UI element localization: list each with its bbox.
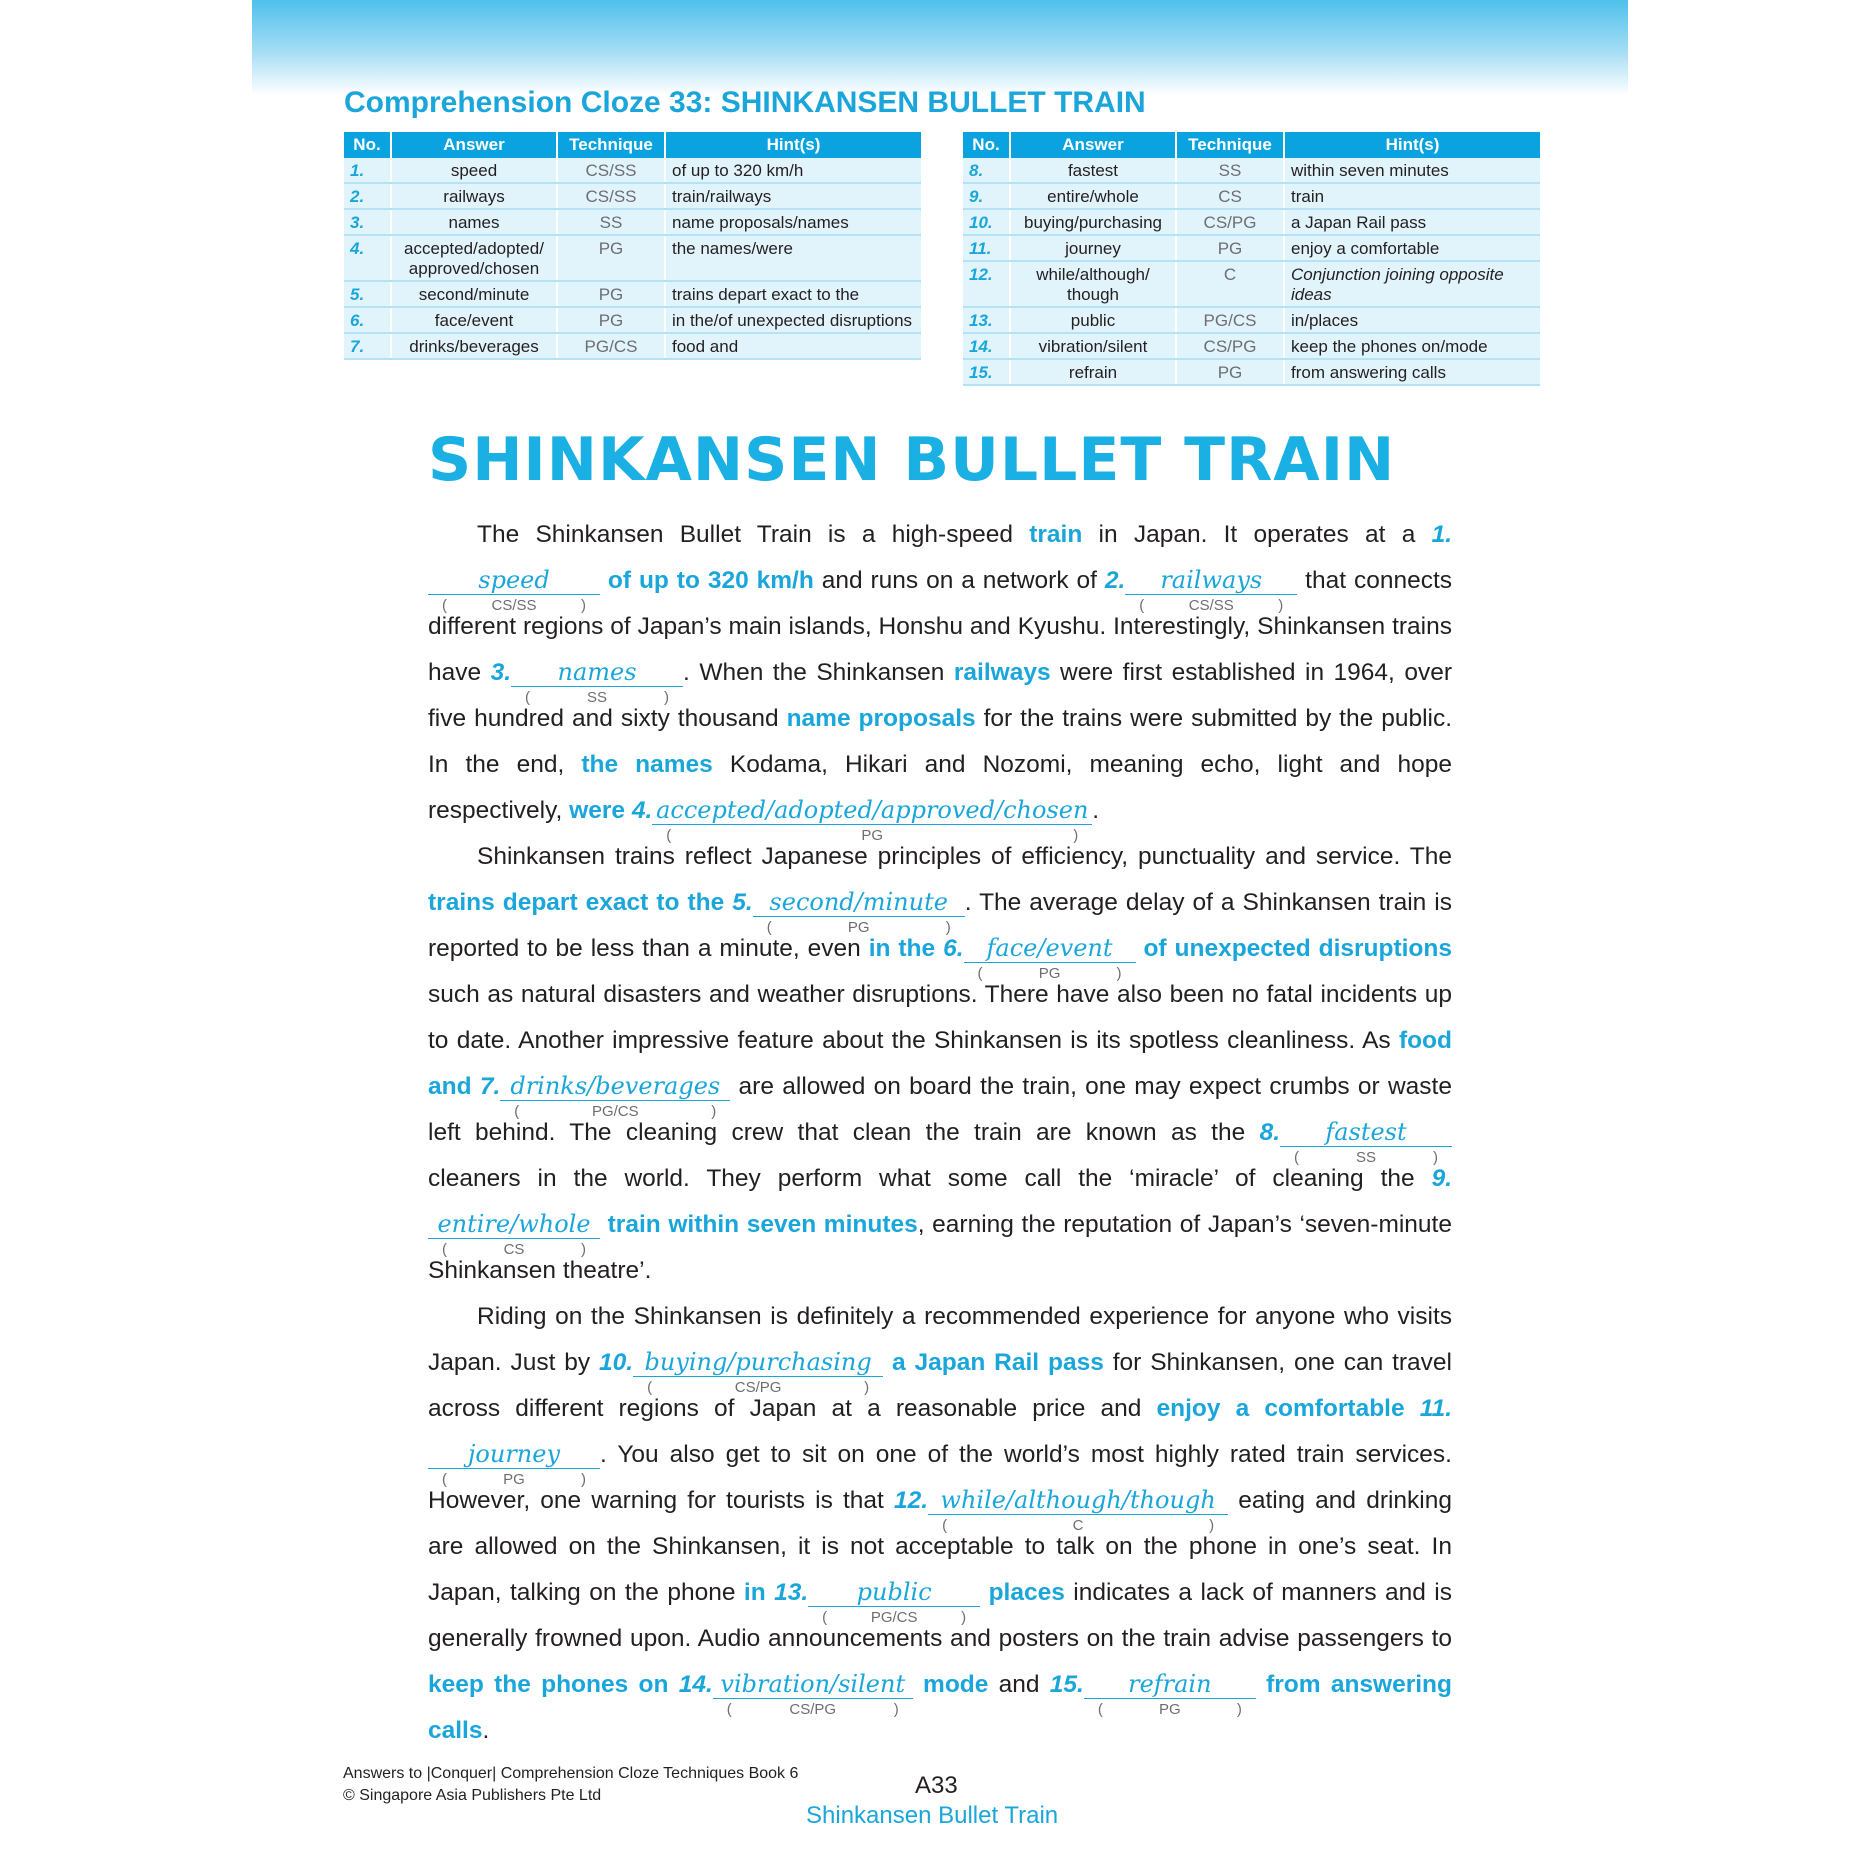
technique-cell: C [1176, 261, 1284, 307]
table-row [963, 261, 1540, 307]
answer-no: 7. [344, 333, 391, 359]
answer-blank-11 [428, 1440, 600, 1488]
table-row [344, 333, 921, 359]
hint-text: the names [581, 751, 713, 778]
answer-table-right [963, 132, 1540, 386]
blank-technique: ( CS/SS ) [1125, 598, 1297, 614]
hint-text: mode [923, 1671, 989, 1698]
table-row [344, 209, 921, 235]
passage-text: cleaners in the world. They perform what some call the ‘miracle’ of cleaning the [428, 1165, 1432, 1192]
answer-cell: second/minute [391, 281, 557, 307]
blank-technique: ( PG ) [428, 1472, 600, 1488]
answer-blank-1 [428, 566, 600, 614]
technique-cell: CS/PG [1176, 209, 1284, 235]
answer-no: 8. [963, 158, 1010, 183]
answer-blank-4 [652, 796, 1092, 844]
hint-cell: in the/of unexpected disruptions [665, 307, 921, 333]
technique-cell: CS/PG [1176, 333, 1284, 359]
blank-answer: accepted/adopted/approved/chosen [656, 796, 1089, 824]
hint-cell: train [1284, 183, 1540, 209]
blank-technique: ( PG/CS ) [500, 1104, 730, 1120]
answer-no: 1. [344, 158, 391, 183]
blank-number: 12. [894, 1487, 929, 1514]
blank-number: 10. [599, 1349, 634, 1376]
footer-page-title: Shinkansen Bullet Train [806, 1802, 1059, 1829]
hint-cell: keep the phones on/mode [1284, 333, 1540, 359]
technique-cell: PG/CS [1176, 307, 1284, 333]
answer-blank-7 [500, 1072, 730, 1120]
header-hints: Hint(s) [665, 132, 921, 158]
blank-technique: ( CS/PG ) [713, 1702, 913, 1718]
blank-number: 5. [732, 889, 753, 916]
answer-no: 15. [963, 359, 1010, 385]
top-gradient-band [252, 0, 1628, 95]
header-answer: Answer [391, 132, 557, 158]
hint-text: in [743, 1579, 766, 1606]
technique-cell: PG [1176, 359, 1284, 385]
answer-cell: journey [1010, 235, 1176, 261]
hint-text: keep the phones on [428, 1671, 669, 1698]
blank-answer: fastest [1325, 1118, 1407, 1146]
passage-text: . When the Shinkansen [683, 659, 954, 686]
answer-blank-3 [511, 658, 683, 706]
table-row [344, 235, 921, 281]
blank-technique: ( PG ) [652, 828, 1092, 844]
blank-answer: vibration/silent [720, 1670, 906, 1698]
hint-cell: trains depart exact to the [665, 281, 921, 307]
answer-cell: public [1010, 307, 1176, 333]
answer-cell: railways [391, 183, 557, 209]
answer-cell: entire/whole [1010, 183, 1176, 209]
technique-cell: PG [557, 307, 665, 333]
blank-answer: refrain [1128, 1670, 1212, 1698]
paragraph-1 [428, 512, 1453, 844]
hint-cell: from answering calls [1284, 359, 1540, 385]
table-row [344, 158, 921, 183]
blank-technique: ( SS ) [1280, 1150, 1452, 1166]
answer-blank-6 [964, 934, 1136, 982]
answer-cell: names [391, 209, 557, 235]
blank-answer: while/although/though [940, 1486, 1216, 1514]
answer-cell: speed [391, 158, 557, 183]
hint-text: name proposals [786, 705, 976, 732]
answer-cell: while/although/ though [1010, 261, 1176, 307]
hint-text: railways [953, 659, 1051, 686]
footer-copyright: © Singapore Asia Publishers Pte Ltd [343, 1787, 602, 1804]
blank-number: 8. [1259, 1119, 1280, 1146]
passage-text: for the trains were submitted by the public. In the end, [428, 705, 1453, 778]
passage-text: . [1092, 797, 1100, 824]
blank-technique: ( PG ) [964, 966, 1136, 982]
answer-no: 6. [344, 307, 391, 333]
hint-text: in the [868, 935, 936, 962]
header-answer: Answer [1010, 132, 1176, 158]
hint-text: from answering calls [428, 1671, 1452, 1744]
hint-cell: Conjunction joining opposite ideas [1284, 261, 1540, 307]
answer-no: 13. [963, 307, 1010, 333]
hint-text: trains depart exact to the [428, 889, 725, 916]
blank-answer: names [557, 658, 637, 686]
header-hints: Hint(s) [1284, 132, 1540, 158]
blank-answer: face/event [986, 934, 1113, 962]
answer-blank-8 [1280, 1118, 1452, 1166]
answer-blank-10 [633, 1348, 883, 1396]
hint-text: food and [428, 1027, 1452, 1100]
footer-book-title: Answers to |Conquer| Comprehension Cloze Techniques Book 6 [343, 1765, 799, 1782]
blank-answer: railways [1160, 566, 1263, 594]
hint-text: places [988, 1579, 1065, 1606]
blank-number: 15. [1049, 1671, 1084, 1698]
header-technique: Technique [557, 132, 665, 158]
page-title: Comprehension Cloze 33: SHINKANSEN BULLET TRAIN [344, 86, 1146, 119]
table-row [344, 307, 921, 333]
answer-blank-12 [928, 1486, 1228, 1534]
blank-technique: ( C ) [928, 1518, 1228, 1534]
passage-text: eating and drinking are allowed on the Shinkansen, it is not acceptable to talk on the phone in one’s seat. In Japan, talking on the phone [428, 1487, 1452, 1606]
hint-cell: within seven minutes [1284, 158, 1540, 183]
passage-text: are allowed on board the train, one may expect crumbs or waste left behind. The cleaning crew that clean the train are known as the [428, 1073, 1452, 1146]
answer-no: 5. [344, 281, 391, 307]
passage-text: and runs on a network of [813, 567, 1105, 594]
hint-text: of unexpected disruptions [1143, 935, 1452, 962]
answer-cell: face/event [391, 307, 557, 333]
answer-no: 9. [963, 183, 1010, 209]
answer-table-left [344, 132, 921, 360]
page-number: A33 [915, 1772, 958, 1799]
blank-technique: ( PG ) [1084, 1702, 1256, 1718]
technique-cell: PG [557, 235, 665, 281]
hint-text: enjoy a comfortable [1156, 1395, 1405, 1422]
blank-number: 11. [1419, 1395, 1453, 1422]
blank-number: 1. [1431, 521, 1452, 548]
technique-cell: PG [1176, 235, 1284, 261]
technique-cell: SS [557, 209, 665, 235]
passage [428, 512, 1452, 1754]
technique-cell: PG [557, 281, 665, 307]
answer-blank-13 [808, 1578, 980, 1626]
header-no: No. [344, 132, 391, 158]
hint-cell: in/places [1284, 307, 1540, 333]
answer-blank-5 [753, 888, 965, 936]
passage-text: indicates a lack of manners and is generally frowned upon. Audio announcements and posters on the train advise passengers to [428, 1579, 1452, 1652]
answer-blank-15 [1084, 1670, 1256, 1718]
passage-text: , earning the reputation of Japan’s ‘seven-minute Shinkansen theatre’. [428, 1211, 1452, 1284]
answer-cell: vibration/silent [1010, 333, 1176, 359]
table-row [963, 235, 1540, 261]
answer-cell: drinks/beverages [391, 333, 557, 359]
blank-answer: public [856, 1578, 932, 1606]
blank-answer: speed [478, 566, 550, 594]
hint-cell: name proposals/names [665, 209, 921, 235]
hint-cell: food and [665, 333, 921, 359]
blank-technique: ( CS/PG ) [633, 1380, 883, 1396]
technique-cell: SS [1176, 158, 1284, 183]
passage-text: in Japan. It operates at a [1082, 521, 1432, 548]
answer-no: 10. [963, 209, 1010, 235]
passage-text: were first established in 1964, over five hundred and sixty thousand [428, 659, 1452, 732]
blank-number: 9. [1431, 1165, 1452, 1192]
blank-technique: ( CS/SS ) [428, 598, 600, 614]
blank-number: 4. [631, 797, 653, 824]
hint-text: were [569, 797, 625, 824]
answer-blank-9 [428, 1210, 600, 1258]
table-row [344, 183, 921, 209]
blank-technique: ( SS ) [511, 690, 683, 706]
blank-answer: second/minute [769, 888, 948, 916]
technique-cell: PG/CS [557, 333, 665, 359]
answer-cell: fastest [1010, 158, 1176, 183]
answer-no: 12. [963, 261, 1010, 307]
passage-text: Riding on the Shinkansen is definitely a recommended experience for anyone who visits Japan. Just by [428, 1303, 1452, 1376]
hint-cell: enjoy a comfortable [1284, 235, 1540, 261]
passage-text: Kodama, Hikari and Nozomi, meaning echo, light and hope respectively, [428, 751, 1453, 824]
technique-cell: CS/SS [557, 183, 665, 209]
blank-answer: journey [467, 1440, 561, 1468]
blank-number: 14. [678, 1671, 713, 1698]
passage-text: such as natural disasters and weather disruptions. There have also been no fatal incidents up to date. Another impressive feature about the Shinkansen is its spotless cleanliness. As [428, 981, 1452, 1054]
table-row [963, 307, 1540, 333]
paragraph-3 [428, 1294, 1452, 1754]
passage-text: . The average delay of a Shinkansen train is reported to be less than a minute, even [428, 889, 1452, 962]
hint-text: of up to 320 km/h [607, 567, 814, 594]
answer-no: 2. [344, 183, 391, 209]
footer-credits [343, 1763, 798, 1807]
blank-technique: ( PG ) [753, 920, 965, 936]
technique-cell: CS [1176, 183, 1284, 209]
header-no: No. [963, 132, 1010, 158]
blank-number: 13. [774, 1579, 809, 1606]
table-row [963, 209, 1540, 235]
table-row [963, 359, 1540, 385]
hint-cell: a Japan Rail pass [1284, 209, 1540, 235]
hint-cell: train/railways [665, 183, 921, 209]
answer-cell: accepted/adopted/ approved/chosen [391, 235, 557, 281]
blank-answer: buying/purchasing [644, 1348, 872, 1376]
passage-text: for Shinkansen, one can travel across different regions of Japan at a reasonable price and [428, 1349, 1453, 1422]
blank-number: 7. [479, 1073, 501, 1100]
table-row [963, 333, 1540, 359]
passage-text: . You also get to sit on one of the world’s most highly rated train services. However, one warning for tourists is that [428, 1441, 1452, 1514]
blank-number: 2. [1104, 567, 1126, 594]
passage-text: The Shinkansen Bullet Train is a high-speed [477, 521, 1030, 548]
answer-no: 11. [963, 235, 1010, 261]
answer-no: 4. [344, 235, 391, 281]
passage-text: . [482, 1717, 490, 1744]
passage-heading: SHINKANSEN BULLET TRAIN [428, 425, 1396, 495]
blank-number: 6. [943, 935, 964, 962]
technique-cell: CS/SS [557, 158, 665, 183]
passage-text: that connects different regions of Japan’s main islands, Honshu and Kyushu. Interestingly, Shinkansen trains have [428, 567, 1453, 686]
blank-technique: ( PG/CS ) [808, 1610, 980, 1626]
answer-blank-2 [1125, 566, 1297, 614]
hint-text: train within seven minutes [607, 1211, 918, 1238]
blank-answer: entire/whole [437, 1210, 591, 1238]
answer-blank-14 [713, 1670, 913, 1718]
answer-no: 3. [344, 209, 391, 235]
passage-text: Shinkansen trains reflect Japanese principles of efficiency, punctuality and service. The [477, 843, 1452, 870]
hint-cell: of up to 320 km/h [665, 158, 921, 183]
table-row [963, 158, 1540, 183]
blank-answer: drinks/beverages [510, 1072, 721, 1100]
blank-number: 3. [490, 659, 512, 686]
passage-text: and [988, 1671, 1050, 1698]
blank-technique: ( CS ) [428, 1242, 600, 1258]
paragraph-2 [428, 834, 1452, 1294]
hint-text: train [1029, 521, 1083, 548]
header-technique: Technique [1176, 132, 1284, 158]
answer-no: 14. [963, 333, 1010, 359]
answer-cell: buying/purchasing [1010, 209, 1176, 235]
hint-text: a Japan Rail pass [891, 1349, 1104, 1376]
table-row [963, 183, 1540, 209]
table-row [344, 281, 921, 307]
answer-cell: refrain [1010, 359, 1176, 385]
hint-cell: the names/were [665, 235, 921, 281]
